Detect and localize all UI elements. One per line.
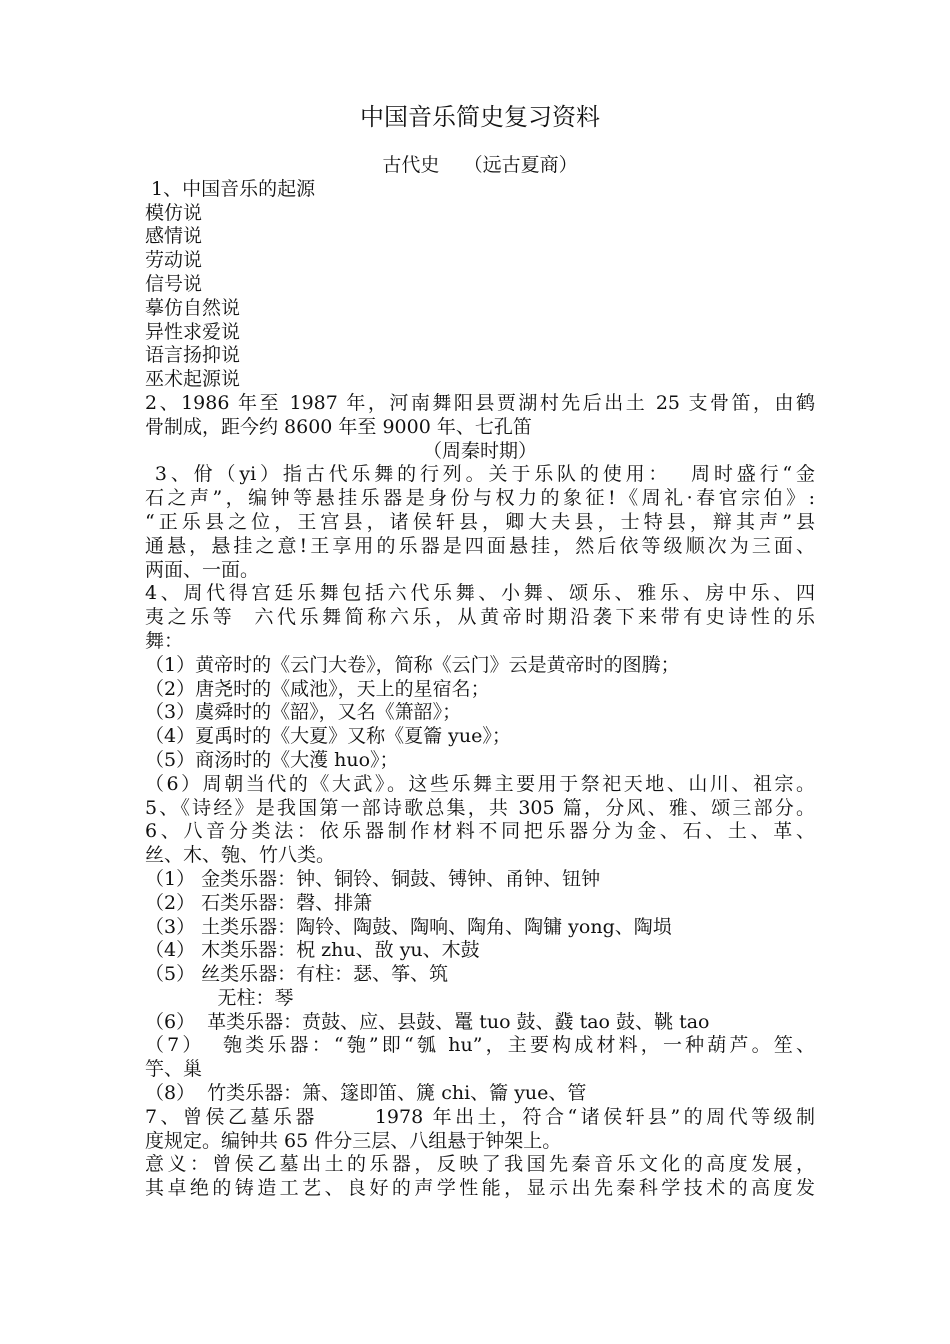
text-line: 古代史 （远古夏商） [382,154,578,176]
text-line: （5） 丝类乐器：有柱：瑟、筝、筑 [145,963,449,986]
text-line: 无柱：琴 [145,986,294,1009]
text-line: （3）虞舜时的《韶》，又名《箫韶》； [145,701,462,724]
document-title: 中国音乐简史复习资料 [360,103,600,131]
text-line: （6）周朝当代的《大武》。这些乐舞主要用于祭祀天地、山川、祖宗。 [145,772,815,795]
document-body [145,154,815,1201]
text-line: 2、1986 年至 1987 年，河南舞阳县贾湖村先后出土 25 支骨笛，由鹤 [145,391,815,414]
text-line: 两面、一面。 [145,558,260,581]
text-line: 通悬，悬挂之意!王享用的乐器是四面悬挂，然后依等级顺次为三面、 [145,534,815,557]
text-line: 感情说 [145,225,203,248]
text-line: 夷之乐等 六代乐舞简称六乐，从黄帝时期沿袭下来带有史诗性的乐 [145,606,815,629]
text-line: （5）商汤时的《大濩 huo》； [145,748,399,771]
text-line: （4） 木类乐器：柷 zhu、敔 yu、木鼓 [145,939,480,962]
text-line: 模仿说 [145,201,203,224]
text-line: “正乐县之位，王宫县，诸侯轩县，卿大夫县，士特县，辩其声”县 [145,510,815,533]
text-line: 语言扬抑说 [145,344,241,367]
text-line: 意义：曾侯乙墓出土的乐器，反映了我国先秦音乐文化的高度发展， [145,1153,815,1176]
text-line: 度规定。编钟共 65 件分三层、八组悬于钟架上。 [145,1129,562,1152]
text-line: （3） 土类乐器：陶铃、陶鼓、陶响、陶角、陶镛 yong、陶埙 [145,915,672,938]
text-line: 摹仿自然说 [145,296,241,319]
text-line: （8） 竹类乐器：箫、篴即笛、篪 chi、籥 yue、管 [145,1082,587,1105]
text-line: （1）黄帝时的《云门大卷》，简称《云门》云是黄帝时的图腾； [145,653,680,676]
text-line: （2）唐尧时的《咸池》，天上的星宿名； [145,677,490,700]
text-line: 竽、巢 [145,1058,203,1081]
text-line: （周秦时期） [422,439,537,462]
text-line: 舞： [145,629,184,652]
text-line: 骨制成，距今约 8600 年至 9000 年、七孔笛 [145,415,532,438]
text-line: 3、佾（yi）指古代乐舞的行列。关于乐队的使用： 周时盛行“金 [145,463,815,486]
text-line: （4）夏禹时的《大夏》又称《夏籥 yue》； [145,725,511,748]
text-line: 7、曾侯乙墓乐器 1978 年出土，符合“诸侯轩县”的周代等级制 [145,1105,815,1128]
text-line: （1） 金类乐器：钟、铜铃、铜鼓、镈钟、甬钟、钮钟 [145,867,601,890]
text-line: 其卓绝的铸造工艺、良好的声学性能，显示出先秦科学技术的高度发 [145,1177,815,1200]
text-line: （2） 石类乐器：磬、排箫 [145,891,373,914]
text-line: 劳动说 [145,249,203,272]
text-line: 5、《诗经》是我国第一部诗歌总集，共 305 篇，分风、雅、颂三部分。 [145,796,815,819]
text-line: （6） 革类乐器：贲鼓、应、县鼓、鼍 tuo 鼓、鼗 tao 鼓、鞉 tao [145,1010,710,1033]
text-line: 丝、木、匏、竹八类。 [145,844,336,867]
text-line: 6、八音分类法：依乐器制作材料不同把乐器分为金、石、土、革、 [145,820,815,843]
text-line: 信号说 [145,272,203,295]
text-line: 石之声”，编钟等悬挂乐器是身份与权力的象征!《周礼·春官宗伯》: [145,487,815,510]
text-line: 异性求爱说 [145,320,241,343]
text-line: 1、中国音乐的起源 [145,177,316,200]
text-line: 巫术起源说 [145,368,241,391]
text-line: 4、周代得宫廷乐舞包括六代乐舞、小舞、颂乐、雅乐、房中乐、四 [145,582,815,605]
text-line: （7） 匏类乐器：“匏”即“瓠 hu”，主要构成材料，一种葫芦。笙、 [145,1034,815,1057]
document-page [145,100,815,1201]
